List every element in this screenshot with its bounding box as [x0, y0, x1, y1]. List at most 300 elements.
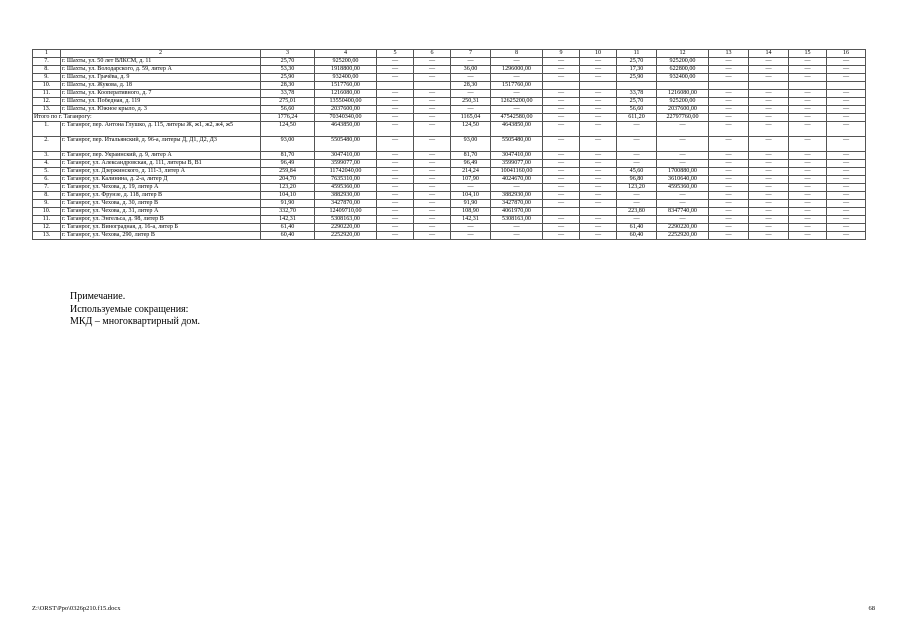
table-cell	[377, 82, 414, 90]
table-cell: —	[377, 224, 414, 232]
table-cell: 3599077,00	[315, 160, 377, 168]
table-cell: 204,70	[261, 176, 315, 184]
table-cell: —	[580, 200, 617, 208]
table-cell: —	[580, 160, 617, 168]
table-cell: —	[657, 216, 709, 224]
table-cell: —	[709, 168, 749, 176]
table-cell: 17,30	[617, 66, 657, 74]
table-cell: —	[580, 90, 617, 98]
table-cell: 11742040,00	[315, 168, 377, 176]
table-cell: —	[789, 114, 827, 122]
table-cell: 28,30	[451, 82, 491, 90]
table-cell: —	[491, 224, 543, 232]
table-cell: —	[377, 216, 414, 224]
table-cell: —	[543, 58, 580, 66]
table-cell: —	[580, 122, 617, 137]
table-row	[33, 152, 866, 160]
table-cell: 53,30	[261, 66, 315, 74]
table-row	[33, 58, 866, 66]
table-cell: —	[617, 200, 657, 208]
table-cell: —	[414, 74, 451, 82]
table-cell: —	[377, 208, 414, 216]
table-cell: —	[827, 224, 866, 232]
row-number: 11.	[33, 216, 61, 224]
note-title: Примечание.	[70, 291, 126, 302]
table-cell: —	[749, 216, 789, 224]
column-number-header: 2	[61, 50, 261, 58]
table-cell: —	[491, 232, 543, 240]
table-cell: 25,70	[617, 98, 657, 106]
column-number-header: 5	[377, 50, 414, 58]
table-cell: 25,70	[617, 58, 657, 66]
table-cell: —	[543, 106, 580, 114]
table-cell: —	[827, 184, 866, 192]
table-cell: —	[657, 160, 709, 168]
table-cell: —	[709, 114, 749, 122]
table-cell: —	[749, 90, 789, 98]
table-cell: 56,60	[261, 106, 315, 114]
address-cell: г. Таганрог, пер. Украинский, д. 9, литер А	[61, 152, 261, 160]
table-cell: 96,80	[617, 176, 657, 184]
table-cell: 12409710,00	[315, 208, 377, 216]
column-number-header: 4	[315, 50, 377, 58]
table-cell: —	[580, 224, 617, 232]
table-cell: —	[414, 224, 451, 232]
table-cell: 22797760,00	[657, 114, 709, 122]
table-cell: —	[580, 168, 617, 176]
table-cell: —	[827, 114, 866, 122]
table-cell: —	[377, 58, 414, 66]
table-cell: 4024670,00	[491, 176, 543, 184]
table-cell: —	[749, 98, 789, 106]
table-cell: 4643850,00	[315, 122, 377, 137]
table-cell: —	[749, 137, 789, 152]
table-cell: 1296000,00	[491, 66, 543, 74]
table-cell: —	[543, 122, 580, 137]
table-cell: —	[543, 160, 580, 168]
table-cell: —	[749, 232, 789, 240]
table-cell: —	[709, 122, 749, 137]
address-cell: г. Таганрог, ул. Фрунзе, д. 118, литер В	[61, 192, 261, 200]
table-cell: —	[789, 232, 827, 240]
table-cell: 25,70	[261, 58, 315, 66]
table-cell: —	[827, 137, 866, 152]
table-cell: —	[749, 168, 789, 176]
table-cell: —	[414, 184, 451, 192]
table-cell: —	[749, 66, 789, 74]
address-cell: г. Шахты, ул. 50 лет ВЛКСМ, д. 11	[61, 58, 261, 66]
address-cell: г. Таганрог, ул. Чехова, д. 31, литер А	[61, 208, 261, 216]
table-cell: —	[827, 66, 866, 74]
table-cell: 332,70	[261, 208, 315, 216]
table-cell: —	[657, 137, 709, 152]
table-cell: —	[543, 224, 580, 232]
table-cell: —	[414, 232, 451, 240]
total-label: Итого по г. Таганрогу:	[33, 114, 261, 122]
table-cell: 7635310,00	[315, 176, 377, 184]
table-cell: —	[414, 122, 451, 137]
table-cell: —	[543, 168, 580, 176]
table-cell: —	[789, 122, 827, 137]
table-cell: 104,10	[451, 192, 491, 200]
table-cell: 932400,00	[657, 74, 709, 82]
table-cell: —	[827, 160, 866, 168]
table-cell: 250,31	[451, 98, 491, 106]
table-cell: 107,90	[451, 176, 491, 184]
table-cell: —	[414, 208, 451, 216]
table-cell: —	[827, 208, 866, 216]
table-cell: 1918800,00	[315, 66, 377, 74]
table-cell: —	[709, 208, 749, 216]
table-cell: 932400,00	[315, 74, 377, 82]
table-cell: 96,49	[261, 160, 315, 168]
table-cell: —	[491, 90, 543, 98]
table-row	[33, 216, 866, 224]
table-cell: —	[414, 200, 451, 208]
address-cell: г. Таганрог, пер. Антона Глушко, д. 115, литеры Ж, ж1, ж2, ж4, ж5	[61, 122, 261, 137]
table-cell: —	[543, 192, 580, 200]
table-cell	[827, 82, 866, 90]
table-cell: —	[491, 74, 543, 82]
table-cell	[709, 82, 749, 90]
table-cell: 123,20	[261, 184, 315, 192]
address-cell: г. Шахты, ул. Южное крыло, д. 3	[61, 106, 261, 114]
table-cell: —	[789, 176, 827, 184]
table-cell: —	[543, 200, 580, 208]
row-number: 12.	[33, 98, 61, 106]
table-cell: —	[617, 160, 657, 168]
column-number-header: 9	[543, 50, 580, 58]
table-cell: —	[543, 152, 580, 160]
table-cell: —	[657, 192, 709, 200]
table-cell: —	[377, 192, 414, 200]
table-cell: —	[789, 208, 827, 216]
table-cell: —	[580, 216, 617, 224]
table-cell: 2252920,00	[315, 232, 377, 240]
table-cell: —	[827, 192, 866, 200]
table-cell: 91,90	[451, 200, 491, 208]
column-number-header: 12	[657, 50, 709, 58]
table-row	[33, 176, 866, 184]
table-cell: —	[580, 184, 617, 192]
row-number: 1.	[33, 122, 61, 137]
table-cell: 81,70	[451, 152, 491, 160]
table-cell: —	[749, 208, 789, 216]
table-cell: —	[827, 98, 866, 106]
table-cell: —	[491, 106, 543, 114]
table-cell: —	[414, 66, 451, 74]
table-cell: 1700880,00	[657, 168, 709, 176]
column-number-header: 10	[580, 50, 617, 58]
table-row	[33, 200, 866, 208]
table-cell: —	[617, 216, 657, 224]
address-cell: г. Шахты, ул. Володарского, д. 59, литер А	[61, 66, 261, 74]
table-cell: —	[617, 137, 657, 152]
table-cell: —	[709, 160, 749, 168]
table-cell: —	[414, 176, 451, 184]
table-cell: —	[749, 74, 789, 82]
table-cell: 93,00	[451, 137, 491, 152]
table-cell: —	[789, 192, 827, 200]
table-cell: —	[580, 98, 617, 106]
table-cell: 124,50	[451, 122, 491, 137]
row-number: 2.	[33, 137, 61, 152]
table-cell: 5505480,00	[491, 137, 543, 152]
address-cell: г. Таганрог, ул. Чехова, д. 19, литер А	[61, 184, 261, 192]
table-cell: —	[451, 184, 491, 192]
table-header-row	[33, 50, 866, 58]
table-cell: —	[414, 216, 451, 224]
table-cell: —	[789, 216, 827, 224]
table-cell: 5505480,00	[315, 137, 377, 152]
table-cell: —	[414, 137, 451, 152]
table-total-row	[33, 114, 866, 122]
address-cell: г. Шахты, ул. Победная, д. 119	[61, 98, 261, 106]
table-row	[33, 122, 866, 137]
note-line-mkd: МКД – многоквартирный дом.	[70, 316, 201, 327]
table-cell	[543, 208, 580, 216]
table-cell: —	[377, 184, 414, 192]
table-cell: —	[543, 74, 580, 82]
table-cell: 4595360,00	[657, 184, 709, 192]
table-cell: —	[709, 192, 749, 200]
table-cell: —	[827, 232, 866, 240]
table-cell: —	[709, 58, 749, 66]
table-cell: 47542580,00	[491, 114, 543, 122]
table-cell: —	[657, 122, 709, 137]
table-cell: —	[827, 176, 866, 184]
table-cell: —	[377, 168, 414, 176]
table-cell: 3882930,00	[491, 192, 543, 200]
table-cell: 622800,00	[657, 66, 709, 74]
table-cell: —	[543, 176, 580, 184]
address-cell: г. Шахты, ул. Жукова, д. 18	[61, 82, 261, 90]
table-cell: —	[377, 106, 414, 114]
table-cell: —	[709, 152, 749, 160]
table-cell: 2290220,00	[315, 224, 377, 232]
column-number-header: 15	[789, 50, 827, 58]
table-cell: —	[451, 232, 491, 240]
table-cell: 25,90	[617, 74, 657, 82]
table-cell: 142,31	[451, 216, 491, 224]
table-cell	[749, 82, 789, 90]
table-row	[33, 208, 866, 216]
table-cell: —	[827, 90, 866, 98]
table-cell: —	[827, 122, 866, 137]
table-cell: —	[491, 58, 543, 66]
table-cell: —	[580, 137, 617, 152]
table-cell: —	[377, 114, 414, 122]
table-cell: —	[543, 114, 580, 122]
table-cell: —	[543, 98, 580, 106]
table-cell: —	[451, 74, 491, 82]
table-cell: 91,90	[261, 200, 315, 208]
table-cell: 60,40	[617, 232, 657, 240]
table-cell: —	[827, 74, 866, 82]
table-cell: 2290220,00	[657, 224, 709, 232]
table-cell: —	[709, 216, 749, 224]
table-cell: 36,00	[451, 66, 491, 74]
table-cell: —	[543, 216, 580, 224]
table-row	[33, 106, 866, 114]
table-cell: —	[580, 106, 617, 114]
table-cell: —	[580, 58, 617, 66]
table-cell: —	[709, 106, 749, 114]
row-number: 11.	[33, 90, 61, 98]
row-number: 12.	[33, 224, 61, 232]
table-cell: —	[377, 122, 414, 137]
table-cell: —	[377, 176, 414, 184]
table-cell: —	[709, 74, 749, 82]
table-cell: 1216080,00	[315, 90, 377, 98]
column-number-header: 6	[414, 50, 451, 58]
table-cell: 2037600,00	[657, 106, 709, 114]
table-cell: —	[377, 66, 414, 74]
table-cell: —	[789, 90, 827, 98]
table-cell: —	[543, 90, 580, 98]
table-cell: —	[789, 168, 827, 176]
table-cell: —	[377, 232, 414, 240]
table-row	[33, 74, 866, 82]
table-cell: —	[657, 152, 709, 160]
table-cell: 4595360,00	[315, 184, 377, 192]
table-cell: 1517760,00	[491, 82, 543, 90]
table-cell: 275,01	[261, 98, 315, 106]
row-number: 6.	[33, 176, 61, 184]
table-cell: —	[749, 122, 789, 137]
table-row	[33, 98, 866, 106]
table-cell: —	[749, 200, 789, 208]
address-cell: г. Таганрог, ул. Калинина, д. 2-а, литер Д	[61, 176, 261, 184]
table-cell: —	[543, 184, 580, 192]
table-row	[33, 184, 866, 192]
table-cell: —	[414, 168, 451, 176]
table-cell: 93,00	[261, 137, 315, 152]
table-cell: 123,20	[617, 184, 657, 192]
table-cell: 214,24	[451, 168, 491, 176]
column-number-header: 13	[709, 50, 749, 58]
row-number: 7.	[33, 184, 61, 192]
table-cell: —	[451, 106, 491, 114]
table-cell: —	[543, 137, 580, 152]
table-cell: —	[827, 200, 866, 208]
table-cell: —	[580, 74, 617, 82]
table-cell: —	[580, 232, 617, 240]
table-cell: —	[709, 98, 749, 106]
table-cell: —	[580, 192, 617, 200]
column-number-header: 14	[749, 50, 789, 58]
table-cell: —	[451, 58, 491, 66]
table-cell: —	[377, 74, 414, 82]
table-cell: 25,90	[261, 74, 315, 82]
table-cell: —	[827, 58, 866, 66]
table-cell: —	[414, 106, 451, 114]
table-cell: —	[709, 137, 749, 152]
table-cell: 2252920,00	[657, 232, 709, 240]
table-cell: —	[414, 114, 451, 122]
table-cell: —	[749, 224, 789, 232]
row-number: 3.	[33, 152, 61, 160]
table-cell: 70340340,00	[315, 114, 377, 122]
table-cell	[789, 82, 827, 90]
table-row	[33, 168, 866, 176]
row-number: 13.	[33, 106, 61, 114]
table-cell: —	[709, 90, 749, 98]
table-cell	[580, 82, 617, 90]
table-cell: 10041160,00	[491, 168, 543, 176]
table-cell: —	[789, 98, 827, 106]
table-cell: 33,78	[261, 90, 315, 98]
table-cell: —	[789, 74, 827, 82]
footer-file-path: Z:\ORST\Ppo\0326p210.f15.docx	[32, 605, 121, 612]
data-table-container	[32, 49, 865, 240]
address-cell: г. Шахты, ул. Кооперативного, д. 7	[61, 90, 261, 98]
table-cell: —	[789, 160, 827, 168]
table-cell	[414, 82, 451, 90]
table-cell: —	[749, 114, 789, 122]
table-cell: —	[709, 176, 749, 184]
table-cell	[657, 82, 709, 90]
table-cell: —	[789, 106, 827, 114]
table-cell: —	[657, 200, 709, 208]
table-cell: 61,40	[617, 224, 657, 232]
table-cell: —	[617, 152, 657, 160]
address-cell: г. Таганрог, пер. Итальянский, д. 96-а, литеры Д, Д1, Д2, Д3	[61, 137, 261, 152]
table-cell: —	[414, 58, 451, 66]
table-cell: 4061970,00	[491, 208, 543, 216]
table-body	[33, 50, 866, 240]
table-row	[33, 90, 866, 98]
table-cell: 259,84	[261, 168, 315, 176]
row-number: 8.	[33, 192, 61, 200]
table-cell: 28,30	[261, 82, 315, 90]
table-cell: —	[827, 168, 866, 176]
table-row	[33, 232, 866, 240]
table-cell: —	[377, 200, 414, 208]
address-cell: г. Шахты, ул. Грачёва, д. 9	[61, 74, 261, 82]
table-cell: —	[543, 66, 580, 74]
address-cell: г. Таганрог, ул. Дзержинского, д. 111-3, литер А	[61, 168, 261, 176]
table-cell: 3047410,00	[315, 152, 377, 160]
table-cell: —	[789, 224, 827, 232]
table-row	[33, 137, 866, 152]
table-cell: 142,31	[261, 216, 315, 224]
row-number: 9.	[33, 200, 61, 208]
column-number-header: 1	[33, 50, 61, 58]
table-cell: —	[749, 192, 789, 200]
row-number: 9.	[33, 74, 61, 82]
table-cell: —	[414, 90, 451, 98]
table-cell: —	[377, 98, 414, 106]
table-cell: 124,50	[261, 122, 315, 137]
table-cell: —	[617, 122, 657, 137]
table-cell: —	[377, 137, 414, 152]
table-cell: 3047410,00	[491, 152, 543, 160]
table-cell: —	[709, 200, 749, 208]
table-row	[33, 192, 866, 200]
row-number: 5.	[33, 168, 61, 176]
table-row	[33, 160, 866, 168]
table-row	[33, 224, 866, 232]
table-cell: 5308163,00	[491, 216, 543, 224]
table-cell: 5308163,00	[315, 216, 377, 224]
table-cell: 61,40	[261, 224, 315, 232]
table-cell: 1165,04	[451, 114, 491, 122]
table-cell: —	[709, 224, 749, 232]
table-cell: —	[617, 192, 657, 200]
column-number-header: 8	[491, 50, 543, 58]
table-cell: —	[789, 137, 827, 152]
